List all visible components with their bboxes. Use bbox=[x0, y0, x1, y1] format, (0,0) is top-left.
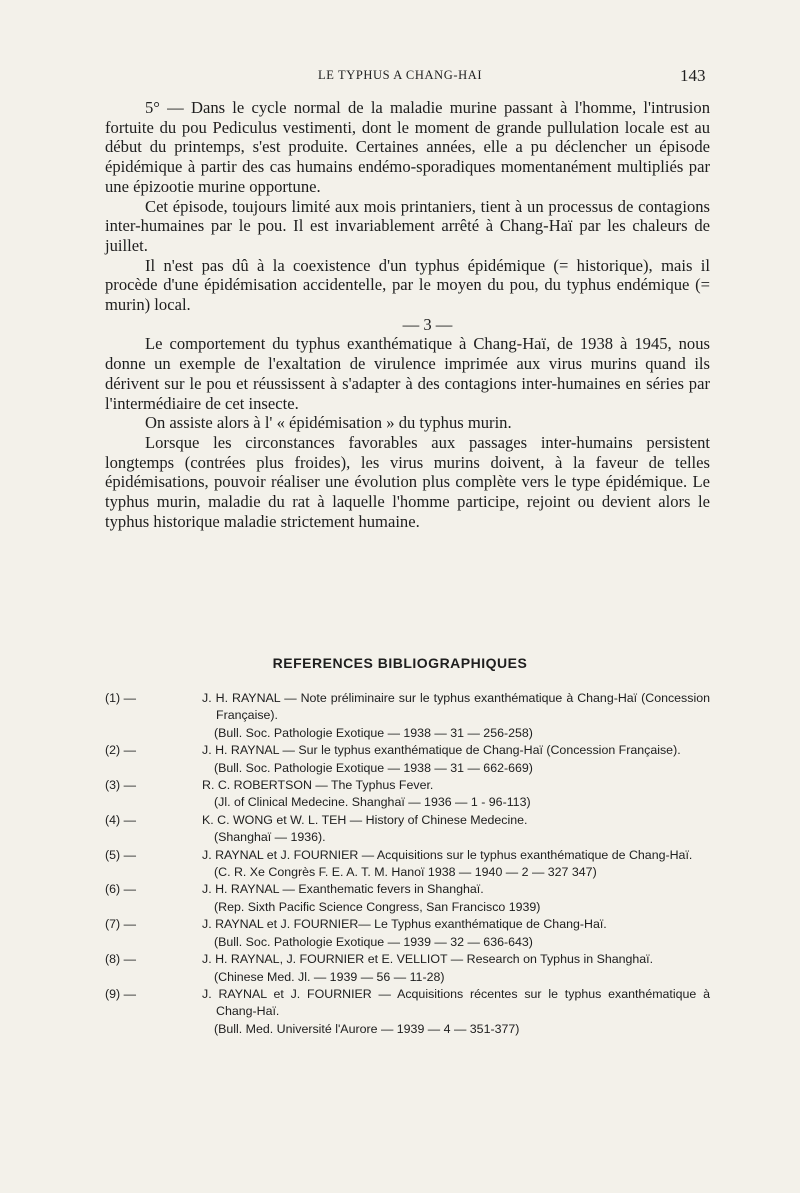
reference-text: J. H. RAYNAL — Sur le typhus exanthématique de Chang-Haï (Concession Française). bbox=[202, 743, 681, 758]
reference-number: (3) — bbox=[105, 778, 136, 793]
reference-number: (6) — bbox=[105, 882, 136, 897]
reference-text: J. H. RAYNAL — Note préliminaire sur le typhus exanthématique à Chang-Haï (Concession Française). bbox=[202, 691, 710, 723]
reference-item bbox=[100, 951, 710, 986]
section-number: — 3 — bbox=[402, 314, 453, 334]
reference-item bbox=[100, 986, 710, 1038]
reference-source: (Bull. Soc. Pathologie Exotique — 1938 — 31 — 256-258) bbox=[214, 725, 533, 740]
reference-text: J. RAYNAL et J. FOURNIER— Le Typhus exanthématique de Chang-Haï. bbox=[202, 917, 607, 932]
reference-number: (9) — bbox=[105, 986, 136, 1001]
reference-number: (8) — bbox=[105, 952, 136, 967]
reference-source: (C. R. Xe Congrès F. E. A. T. M. Hanoï 1938 — 1940 — 2 — 327 347) bbox=[214, 865, 597, 880]
reference-text: R. C. ROBERTSON — The Typhus Fever. bbox=[202, 778, 434, 793]
reference-text: J. RAYNAL et J. FOURNIER — Acquisitions sur le typhus exanthématique de Chang-Haï. bbox=[202, 847, 693, 862]
reference-item bbox=[100, 812, 710, 847]
reference-item bbox=[100, 777, 710, 812]
reference-source: (Bull. Soc. Pathologie Exotique — 1939 — 32 — 636-643) bbox=[214, 934, 533, 949]
references-heading: REFERENCES BIBLIOGRAPHIQUES bbox=[272, 655, 528, 671]
reference-text: K. C. WONG et W. L. TEH — History of Chinese Medecine. bbox=[202, 812, 528, 827]
reference-source: (Chinese Med. Jl. — 1939 — 56 — 11-28) bbox=[214, 969, 445, 984]
reference-number: (4) — bbox=[105, 812, 136, 827]
paragraph: 5° — Dans le cycle normal de la maladie murine passant à l'homme, l'intrusion fortuite du pou Pediculus vestimenti, dont le moment de grande pullulation locale est au début du printemps, s'est produite. Certaines années, elle a pu déclencher un épisode épidémique à partir des cas humains endémo-sporadiques momentanément multipliés par une épizootie murine opportune. bbox=[105, 98, 710, 196]
running-title: LE TYPHUS A CHANG-HAI bbox=[318, 68, 483, 82]
reference-number: (7) — bbox=[105, 917, 136, 932]
reference-source: (Jl. of Clinical Medecine. Shanghaï — 1936 — 1 - 96-113) bbox=[214, 795, 531, 810]
running-header bbox=[0, 68, 800, 88]
reference-number: (2) — bbox=[105, 743, 136, 758]
reference-item bbox=[100, 847, 710, 882]
paragraph: Il n'est pas dû à la coexistence d'un typhus épidémique (= historique), mais il procède d'une épidémisation accidentelle, par le moyen du pou, du typhus endémique (= murin) local. bbox=[105, 255, 710, 315]
reference-source: (Bull. Med. Université l'Aurore — 1939 — 4 — 351-377) bbox=[214, 1021, 520, 1036]
page-number: 143 bbox=[680, 66, 706, 85]
reference-number: (5) — bbox=[105, 847, 136, 862]
reference-text: J. RAYNAL et J. FOURNIER — Acquisitions récentes sur le typhus exanthématique à Chang-Haï. bbox=[202, 986, 710, 1019]
paragraph: On assiste alors à l' « épidémisation » du typhus murin. bbox=[145, 413, 512, 433]
reference-text: J. H. RAYNAL — Exanthematic fevers in Shanghaï. bbox=[202, 882, 484, 897]
reference-item bbox=[100, 690, 710, 742]
reference-item bbox=[100, 916, 710, 951]
body-text bbox=[105, 98, 710, 531]
reference-source: (Rep. Sixth Pacific Science Congress, San Francisco 1939) bbox=[214, 899, 541, 914]
reference-item bbox=[100, 742, 710, 777]
paragraph: Lorsque les circonstances favorables aux passages inter-humains persistent longtemps (contrées plus froides), les virus murins doivent, à la faveur de telles épidémisations, pouvoir réaliser une évolution plus complète vers le type épidémique. Le typhus murin, maladie du rat à laquelle l'homme participe, rejoint ou devient alors le typhus historique maladie strictement humaine. bbox=[105, 432, 710, 531]
reference-source: (Shanghaï — 1936). bbox=[214, 830, 326, 845]
reference-text: J. H. RAYNAL, J. FOURNIER et E. VELLIOT — Research on Typhus in Shanghaï. bbox=[202, 952, 654, 967]
references-list bbox=[100, 690, 710, 1038]
reference-source: (Bull. Soc. Pathologie Exotique — 1938 — 31 — 662-669) bbox=[214, 760, 533, 775]
paragraph: Le comportement du typhus exanthématique à Chang-Haï, de 1938 à 1945, nous donne un exemple de l'exaltation de virulence imprimée aux virus murins quand ils dérivent sur le pou et réussissent à s'adapter à des contagions inter-humaines en séries par l'intermédiaire de cet insecte. bbox=[105, 334, 710, 413]
reference-number: (1) — bbox=[105, 691, 136, 705]
paragraph: Cet épisode, toujours limité aux mois printaniers, tient à un processus de contagions inter-humaines par le pou. Il est invariablement arrêté à Chang-Haï par les chaleurs de juillet. bbox=[105, 196, 710, 255]
reference-item bbox=[100, 881, 710, 916]
